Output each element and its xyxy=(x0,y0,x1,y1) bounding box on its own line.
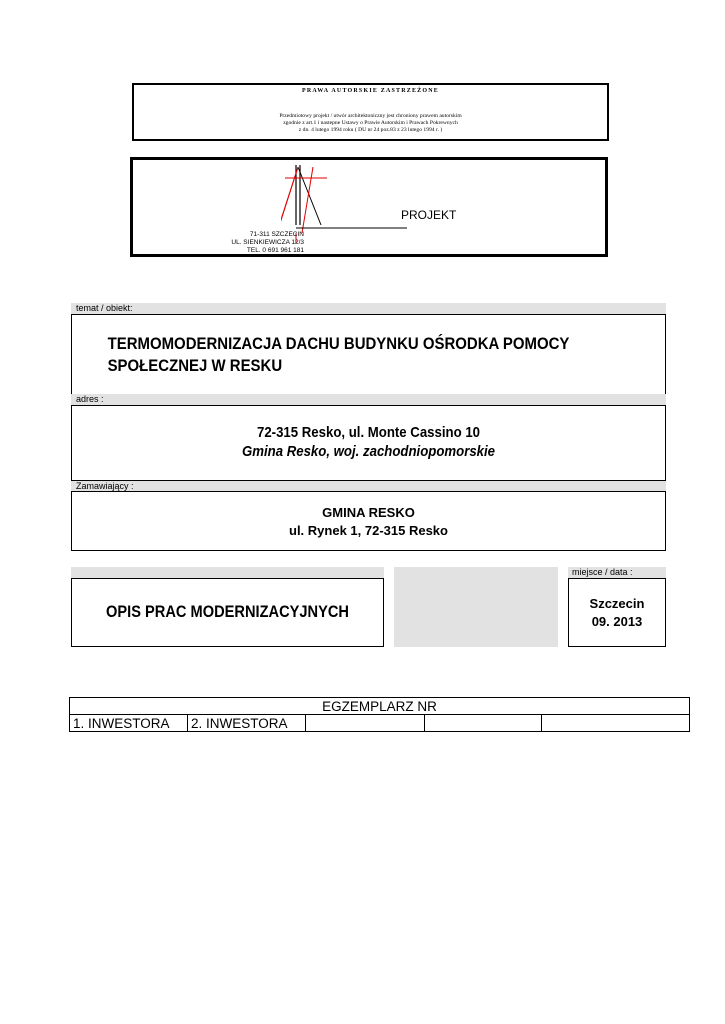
client-box xyxy=(71,491,666,551)
subject-box xyxy=(71,314,666,394)
copy-cell xyxy=(305,715,424,732)
address-line-2: Gmina Resko, woj. zachodniopomorskie xyxy=(241,443,496,460)
designer-address xyxy=(231,231,304,255)
copyright-notice xyxy=(132,83,609,141)
client-name: GMINA RESKO xyxy=(322,505,415,520)
copy-cell xyxy=(542,715,690,732)
doc-title-label-bar xyxy=(71,567,384,578)
designer-box xyxy=(130,157,608,257)
address-line: TEL. 0 691 961 181 xyxy=(246,247,304,254)
date: 09. 2013 xyxy=(591,614,643,629)
client-label: Zamawiający : xyxy=(71,481,666,492)
blank-field xyxy=(394,567,558,647)
place-date-label: miejsce / data : xyxy=(568,567,666,578)
place: Szczecin xyxy=(589,596,645,611)
place-date-box xyxy=(568,578,666,647)
address-line: UL. SIENKIEWICZA 12/3 xyxy=(231,239,304,246)
copyright-title: PRAWA AUTORSKIE ZASTRZEŻONE xyxy=(302,88,439,94)
copyright-line: zgodnie z art.1 i nastepne Ustawy o Prawie Autorskim i Prawach Pokrewnych xyxy=(283,120,458,126)
address-line: 71-311 SZCZECIN xyxy=(249,231,304,238)
address-label: adres : xyxy=(71,394,666,405)
copy-cell xyxy=(424,715,542,732)
client-address: ul. Rynek 1, 72-315 Resko xyxy=(289,523,448,538)
doc-title-box xyxy=(71,578,384,647)
address-box xyxy=(71,405,666,481)
project-title: TERMOMODERNIZACJA DACHU BUDYNKU OŚRODKA POMOCY xyxy=(107,334,570,353)
copy-cell: 1. INWESTORA xyxy=(70,715,188,732)
copyright-line: z dn. 4 lutego 1994 roku ( DU nr 24 poz.83 z 23 lutego 1994 r. ) xyxy=(298,127,443,133)
projekt-label: PROJEKT xyxy=(401,208,457,222)
subject-label: temat / obiekt: xyxy=(71,303,666,314)
address-line-1: 72-315 Resko, ul. Monte Cassino 10 xyxy=(256,424,481,441)
project-title: SPOŁECZNEJ W RESKU xyxy=(107,356,283,375)
document-title: OPIS PRAC MODERNIZACYJNYCH xyxy=(106,602,349,621)
copies-header: EGZEMPLARZ NR xyxy=(70,698,690,715)
copy-cell: 2. INWESTORA xyxy=(187,715,305,732)
copyright-line: Przedmiotowy projekt / utwór architektoniczny jest chroniony prawem autorskim xyxy=(279,113,462,119)
copies-table xyxy=(69,697,690,732)
